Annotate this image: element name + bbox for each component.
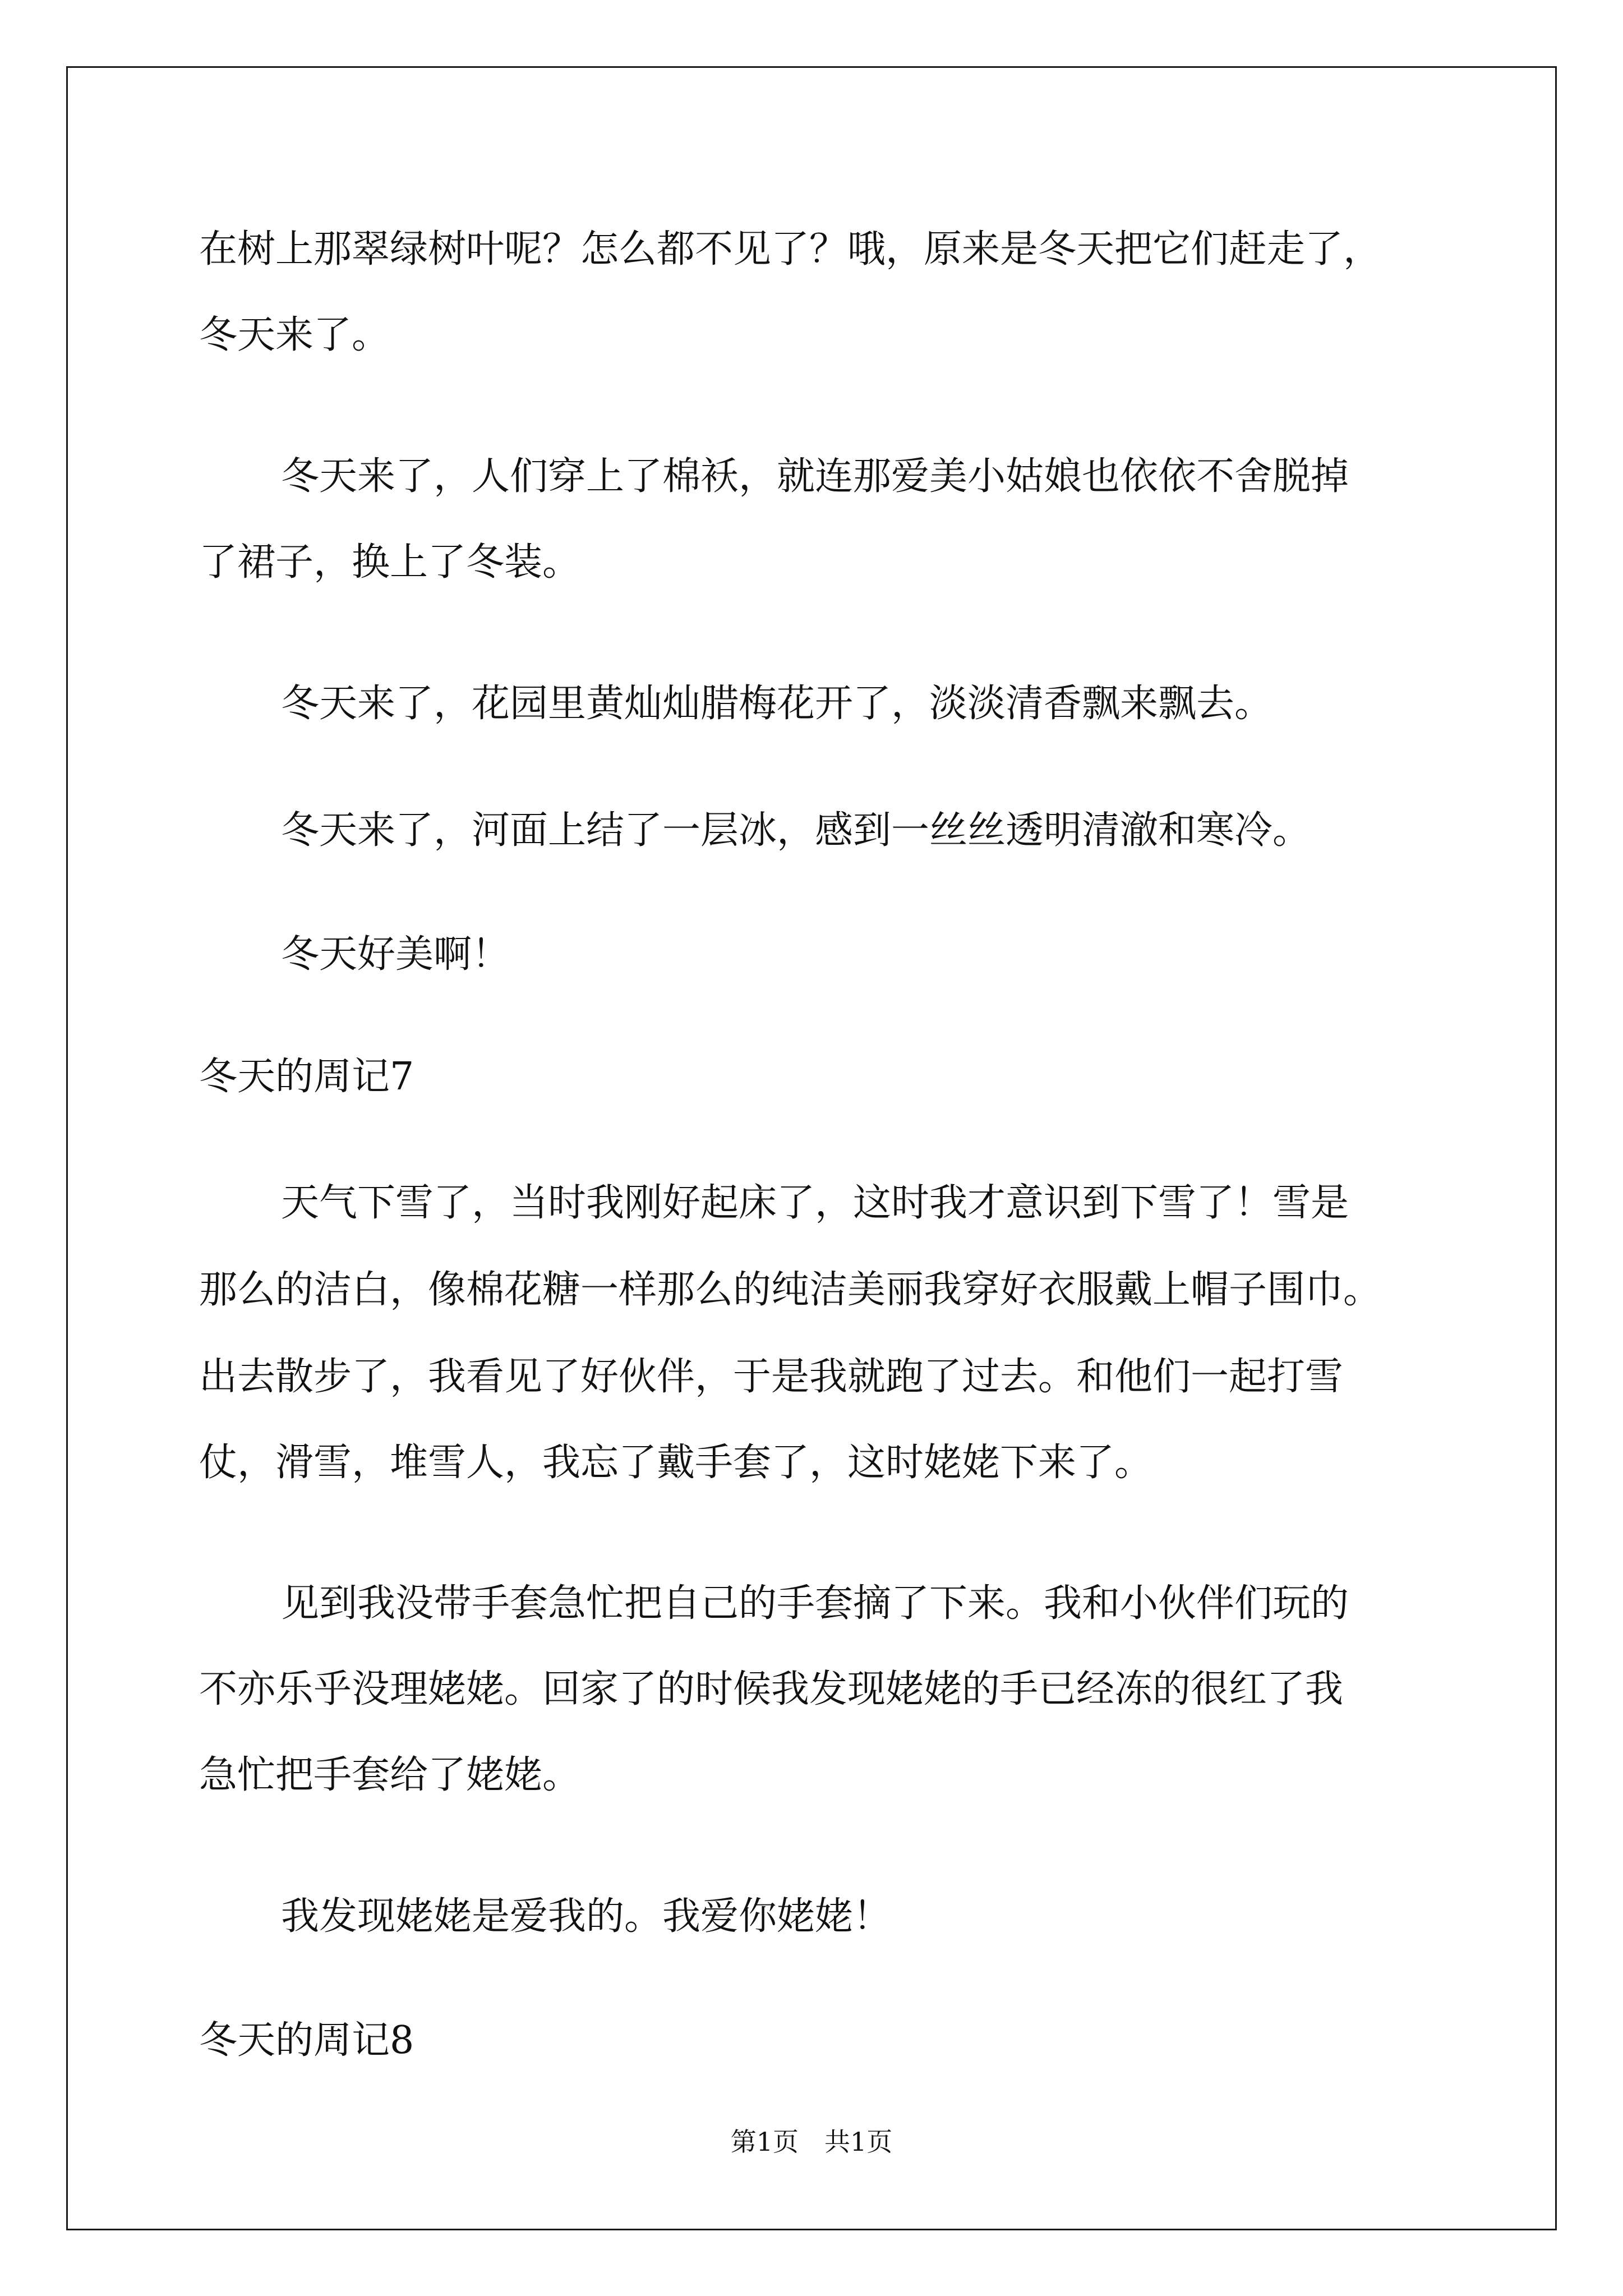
section-heading: 冬天的周记7	[199, 1055, 414, 1099]
text-line: 我发现姥姥是爱我的。我爱你姥姥！	[281, 1894, 892, 1939]
text-line: 冬天来了。	[199, 313, 390, 357]
text-line: 出去散步了，我看见了好伙伴，于是我就跑了过去。和他们一起打雪	[199, 1355, 1344, 1399]
text-line: 在树上那翠绿树叶呢？怎么都不见了？哦，原来是冬天把它们赶走了，	[199, 227, 1382, 272]
page-number: 第1页 共1页	[730, 2127, 893, 2157]
text-line: 急忙把手套给了姥姥。	[199, 1753, 581, 1797]
text-line: 冬天来了，花园里黄灿灿腊梅花开了，淡淡清香飘来飘去。	[281, 682, 1273, 726]
text-line: 冬天来了，河面上结了一层冰，感到一丝丝透明清澈和寒冷。	[281, 808, 1311, 853]
text-line: 见到我没带手套急忙把自己的手套摘了下来。我和小伙伴们玩的	[281, 1581, 1349, 1626]
text-line: 冬天来了，人们穿上了棉袄，就连那爱美小姑娘也依依不舍脱掉	[281, 454, 1349, 499]
section-heading: 冬天的周记8	[199, 2018, 414, 2063]
text-line: 不亦乐乎没理姥姥。回家了的时候我发现姥姥的手已经冻的很红了我	[199, 1667, 1344, 1711]
text-line: 那么的洁白，像棉花糖一样那么的纯洁美丽我穿好衣服戴上帽子围巾。	[199, 1268, 1382, 1312]
text-line: 天气下雪了，当时我刚好起床了，这时我才意识到下雪了！雪是	[281, 1181, 1349, 1225]
text-line: 仗，滑雪，堆雪人，我忘了戴手套了，这时姥姥下来了。	[199, 1441, 1153, 1485]
text-line: 了裙子，换上了冬装。	[199, 540, 581, 585]
text-line: 冬天好美啊！	[281, 932, 510, 977]
